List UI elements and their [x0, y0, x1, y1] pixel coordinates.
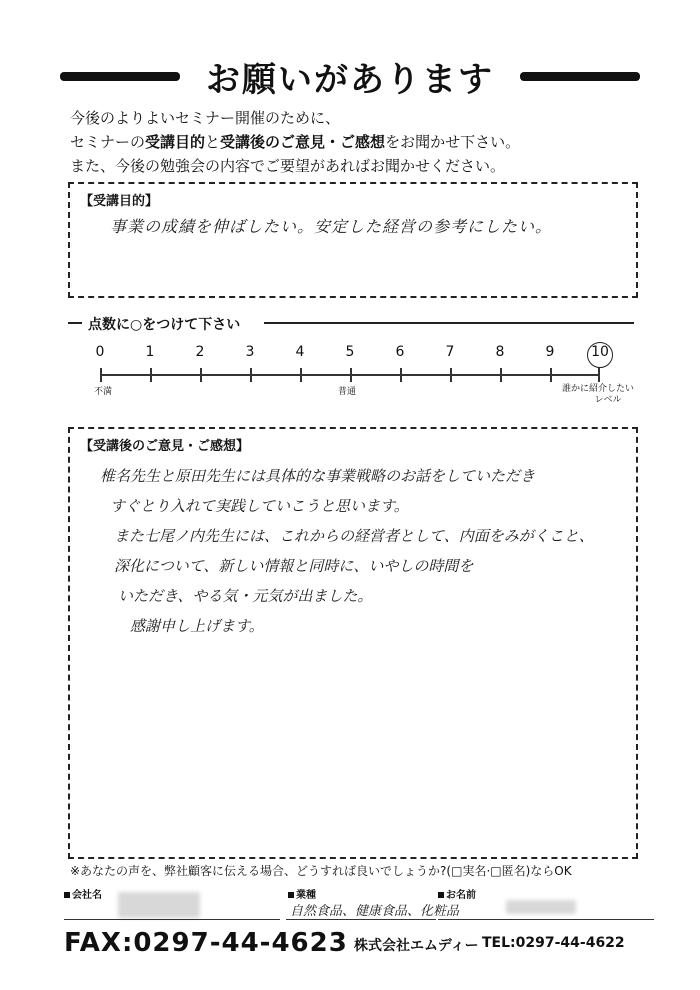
- company-field-label: 会社名: [64, 886, 102, 901]
- scale-tick: [550, 368, 552, 382]
- scale-number[interactable]: 8: [495, 344, 505, 360]
- company-value-redacted[interactable]: [118, 892, 200, 918]
- scale-tick: [500, 368, 502, 382]
- scale-number[interactable]: 4: [295, 344, 305, 360]
- feedback-answer: [100, 461, 630, 641]
- scale-number[interactable]: 2: [195, 344, 205, 360]
- scale-tick: [300, 368, 302, 382]
- name-underline: [438, 919, 654, 920]
- feedback-label: 【受講後のご意見・ご感想】: [80, 439, 250, 454]
- score-heading: [68, 314, 634, 334]
- scale-number[interactable]: 10: [591, 344, 609, 360]
- purpose-label: 【受講目的】: [80, 194, 159, 209]
- name-value-redacted[interactable]: [506, 900, 576, 914]
- scale-number[interactable]: 7: [445, 344, 455, 360]
- scale-high-label: 誰かに紹介したい レベル: [561, 384, 634, 405]
- scale-mid-label: 普通: [338, 387, 357, 397]
- industry-field-label: 業種: [288, 886, 316, 901]
- feedback-line: いただき、やる気・元気が出ました。: [118, 587, 373, 605]
- scale-low-label: 不満: [94, 387, 113, 397]
- scale-tick: [100, 368, 102, 382]
- scale-tick: [200, 368, 202, 382]
- scale-number[interactable]: 1: [145, 344, 155, 360]
- scale-tick: [250, 368, 252, 382]
- scale-number[interactable]: 5: [345, 344, 355, 360]
- score-scale[interactable]: [94, 342, 634, 405]
- scale-number[interactable]: 6: [395, 344, 405, 360]
- page-title: お願いがあります: [206, 60, 494, 100]
- intro-line-1: 今後のよりよいセミナー開催のために、: [70, 109, 341, 127]
- tel-number[interactable]: TEL:0297-44-4622: [482, 935, 625, 951]
- name-field-label: お名前: [438, 886, 476, 901]
- scale-tick: [150, 368, 152, 382]
- intro-text: [70, 106, 630, 178]
- scale-tick: [450, 368, 452, 382]
- scale-number[interactable]: 3: [245, 344, 255, 360]
- consent-note: ※あなたの声を、弊社顧客に伝える場合、どうすれば良いでしょうか?(□実名·□匿名)ならOK: [70, 864, 572, 878]
- intro-line-2: セミナーの受講目的と受講後のご意見・ご感想をお聞かせ下さい。: [70, 133, 521, 151]
- feedback-line: 椎名先生と原田先生には具体的な事業戦略のお話をしていただき: [100, 467, 536, 485]
- purpose-answer: 事業の成績を伸ばしたい。安定した経営の参考にしたい。: [110, 217, 553, 236]
- scale-tick: [598, 368, 600, 382]
- industry-underline: [286, 919, 436, 920]
- feedback-line: 感謝申し上げます。: [130, 617, 264, 635]
- industry-value[interactable]: 自然食品、健康食品、化粧品: [290, 904, 460, 919]
- selected-score-circle: [587, 342, 613, 368]
- contact-fields: [64, 886, 654, 922]
- fax-number[interactable]: FAX:0297-44-4623: [64, 928, 348, 958]
- scale-tick: [400, 368, 402, 382]
- company-name: 株式会社エムディー: [354, 938, 479, 954]
- score-heading-rule: [264, 322, 634, 324]
- scale-number[interactable]: 9: [545, 344, 555, 360]
- title-rule-right: [520, 72, 640, 81]
- feedback-line: 深化について、新しい情報と同時に、いやしの時間を: [114, 557, 474, 575]
- company-underline: [64, 919, 280, 920]
- score-heading-text: 点数に○をつけて下さい: [88, 317, 241, 333]
- scale-tick: [350, 368, 352, 382]
- scale-number[interactable]: 0: [95, 344, 105, 360]
- feedback-box[interactable]: [68, 427, 638, 859]
- feedback-line: すぐとり入れて実践していこうと思います。: [110, 497, 409, 515]
- purpose-box[interactable]: [68, 182, 638, 298]
- score-heading-dash: [68, 322, 82, 324]
- intro-line-3: また、今後の勉強会の内容でご要望があればお聞かせください。: [70, 157, 506, 175]
- feedback-line: また七尾ノ内先生には、これからの経営者として、内面をみがくこと、: [114, 527, 594, 545]
- title-rule-left: [60, 72, 180, 81]
- title-banner: [60, 50, 640, 100]
